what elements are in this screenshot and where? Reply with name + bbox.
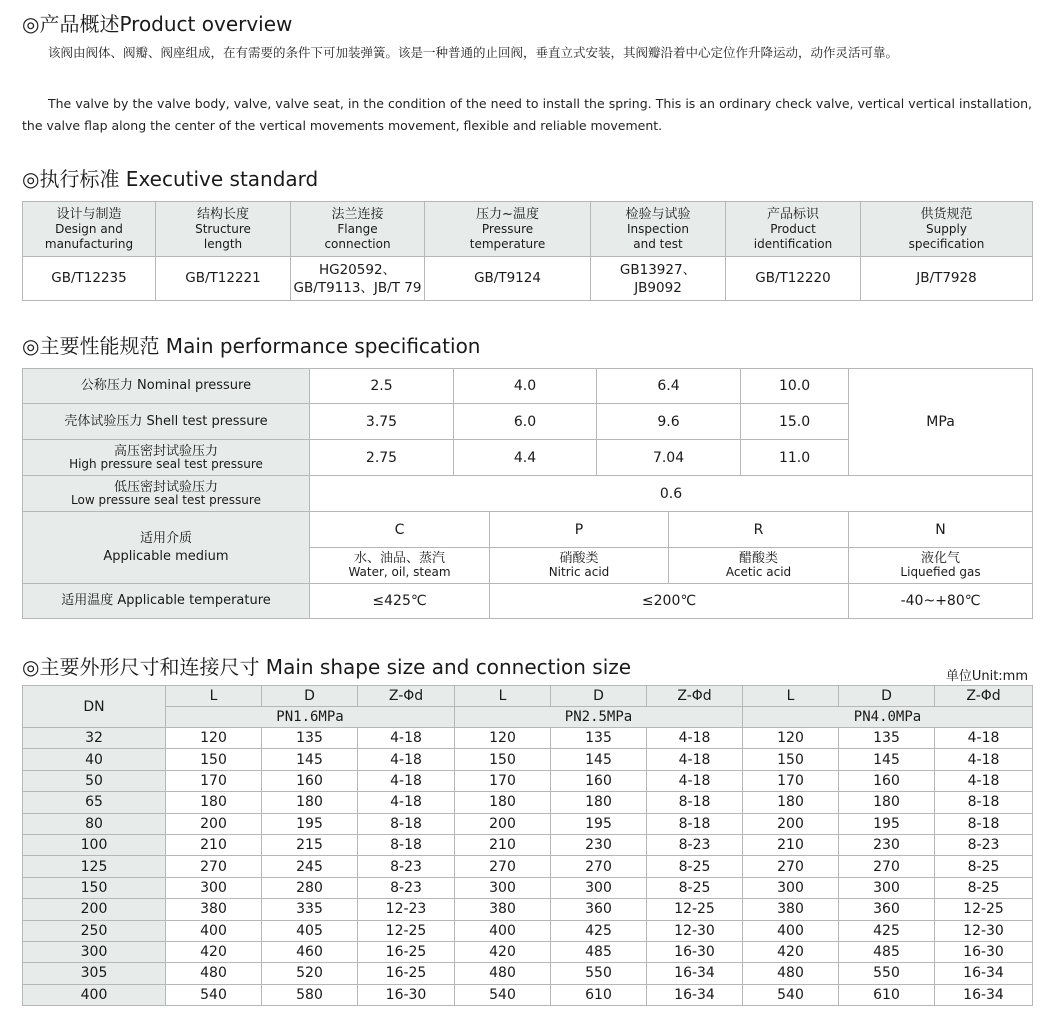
col-header: Z-Φd — [647, 686, 743, 707]
medium-code: N — [849, 512, 1033, 548]
table-cell: 540 — [455, 984, 551, 1005]
table-cell: 135 — [551, 728, 647, 749]
table-cell: 480 — [166, 963, 262, 984]
dn-cell: 32 — [23, 728, 166, 749]
standard-table — [22, 201, 1033, 301]
table-cell: 16-30 — [935, 941, 1033, 962]
table-cell: 16-34 — [935, 963, 1033, 984]
table-cell: 8-23 — [935, 834, 1033, 855]
dn-cell: 125 — [23, 856, 166, 877]
table-cell: 405 — [262, 920, 358, 941]
table-cell: 520 — [262, 963, 358, 984]
table-cell: 16-30 — [358, 984, 455, 1005]
table-row — [23, 749, 1033, 770]
table-row — [23, 899, 1033, 920]
table-cell: 4-18 — [358, 792, 455, 813]
dn-cell: 80 — [23, 813, 166, 834]
table-cell: 480 — [743, 963, 839, 984]
table-cell: 135 — [839, 728, 935, 749]
table-cell: 180 — [455, 792, 551, 813]
table-cell: 540 — [166, 984, 262, 1005]
medium-name: 水、油品、蒸汽 Water, oil, steam — [310, 548, 490, 584]
dn-cell: 200 — [23, 899, 166, 920]
col-header: D — [262, 686, 358, 707]
medium-label: 适用介质 Applicable medium — [23, 512, 310, 584]
table-cell: 300 — [839, 877, 935, 898]
table-cell: 170 — [455, 770, 551, 791]
table-cell: 400 — [455, 920, 551, 941]
col-header: D — [551, 686, 647, 707]
shell-pressure-value: 6.0 — [454, 404, 597, 440]
table-row — [23, 984, 1033, 1005]
table-cell: 120 — [455, 728, 551, 749]
dn-cell: 300 — [23, 941, 166, 962]
col-header: L — [743, 686, 839, 707]
table-cell: 8-18 — [935, 813, 1033, 834]
standard-value: GB/T12235 — [23, 257, 156, 301]
table-cell: 400 — [743, 920, 839, 941]
table-cell: 380 — [455, 899, 551, 920]
table-cell: 580 — [262, 984, 358, 1005]
table-cell: 195 — [551, 813, 647, 834]
table-cell: 360 — [551, 899, 647, 920]
table-row — [23, 963, 1033, 984]
high-pressure-value: 7.04 — [597, 440, 741, 476]
table-cell: 8-25 — [935, 856, 1033, 877]
table-cell: 145 — [839, 749, 935, 770]
table-cell: 360 — [839, 899, 935, 920]
table-cell: 16-34 — [647, 984, 743, 1005]
dn-cell: 40 — [23, 749, 166, 770]
temperature-value: ≤425℃ — [310, 584, 490, 619]
standard-value: JB/T7928 — [861, 257, 1033, 301]
table-cell: 170 — [166, 770, 262, 791]
table-cell: 485 — [551, 941, 647, 962]
table-cell: 215 — [262, 834, 358, 855]
table-cell: 150 — [455, 749, 551, 770]
pressure-unit: MPa — [849, 369, 1033, 476]
table-cell: 170 — [743, 770, 839, 791]
table-cell: 4-18 — [935, 749, 1033, 770]
table-cell: 8-25 — [647, 856, 743, 877]
table-cell: 300 — [166, 877, 262, 898]
table-cell: 120 — [743, 728, 839, 749]
table-cell: 16-34 — [935, 984, 1033, 1005]
standard-value: GB13927、 JB9092 — [591, 257, 726, 301]
table-cell: 160 — [839, 770, 935, 791]
table-cell: 4-18 — [647, 770, 743, 791]
table-cell: 8-25 — [647, 877, 743, 898]
table-cell: 210 — [743, 834, 839, 855]
table-cell: 200 — [166, 813, 262, 834]
table-row — [23, 792, 1033, 813]
nominal-pressure-value: 2.5 — [310, 369, 454, 404]
medium-code-row — [23, 512, 1033, 548]
table-cell: 230 — [551, 834, 647, 855]
low-pressure-row — [23, 476, 1033, 512]
table-cell: 180 — [839, 792, 935, 813]
high-pressure-label: 高压密封试验压力 High pressure seal test pressure — [23, 440, 310, 476]
table-cell: 420 — [743, 941, 839, 962]
table-cell: 550 — [551, 963, 647, 984]
nominal-pressure-label: 公称压力 Nominal pressure — [23, 369, 310, 404]
table-cell: 160 — [262, 770, 358, 791]
standard-header-row — [23, 202, 1033, 257]
medium-name: 醋酸类 Acetic acid — [669, 548, 849, 584]
table-cell: 335 — [262, 899, 358, 920]
pressure-group-header: PN2.5MPa — [455, 707, 743, 728]
table-cell: 12-25 — [935, 899, 1033, 920]
table-cell: 425 — [551, 920, 647, 941]
table-cell: 12-25 — [647, 899, 743, 920]
table-row — [23, 877, 1033, 898]
medium-code: P — [490, 512, 669, 548]
table-cell: 400 — [166, 920, 262, 941]
table-cell: 8-18 — [358, 813, 455, 834]
table-cell: 8-18 — [647, 792, 743, 813]
table-cell: 135 — [262, 728, 358, 749]
table-cell: 270 — [166, 856, 262, 877]
shell-pressure-label: 壳体试验压力 Shell test pressure — [23, 404, 310, 440]
table-cell: 180 — [743, 792, 839, 813]
medium-name: 硝酸类 Nitric acid — [490, 548, 669, 584]
table-cell: 420 — [166, 941, 262, 962]
dn-cell: 100 — [23, 834, 166, 855]
dimensions-title: ◎主要外形尺寸和连接尺寸 Main shape size and connection size — [22, 655, 632, 679]
standard-value: GB/T9124 — [425, 257, 591, 301]
table-cell: 4-18 — [647, 749, 743, 770]
pressure-group-header: PN1.6MPa — [166, 707, 455, 728]
table-row — [23, 728, 1033, 749]
table-cell: 200 — [743, 813, 839, 834]
low-pressure-label: 低压密封试验压力 Low pressure seal test pressure — [23, 476, 310, 512]
temperature-label: 适用温度 Applicable temperature — [23, 584, 310, 619]
standard-value: GB/T12221 — [156, 257, 291, 301]
overview-cn-text: 该阀由阀体、阀瓣、阀座组成，在有需要的条件下可加装弹簧。该是一种普通的止回阀，垂直立式安装，其阀瓣沿着中心定位作升降运动，动作灵活可靠。 — [48, 45, 899, 60]
shell-pressure-value: 15.0 — [741, 404, 849, 440]
table-cell: 210 — [166, 834, 262, 855]
dn-cell: 250 — [23, 920, 166, 941]
table-cell: 12-30 — [935, 920, 1033, 941]
pressure-group-header: PN4.0MPa — [743, 707, 1033, 728]
medium-name: 液化气 Liquefied gas — [849, 548, 1033, 584]
table-cell: 4-18 — [935, 728, 1033, 749]
standard-header: 压力~温度 Pressure temperature — [425, 202, 591, 257]
table-cell: 270 — [551, 856, 647, 877]
table-cell: 480 — [455, 963, 551, 984]
standard-header: 供货规范 Supply specification — [861, 202, 1033, 257]
table-cell: 4-18 — [647, 728, 743, 749]
table-cell: 12-23 — [358, 899, 455, 920]
table-cell: 245 — [262, 856, 358, 877]
table-cell: 160 — [551, 770, 647, 791]
col-header: Z-Φd — [358, 686, 455, 707]
table-cell: 300 — [743, 877, 839, 898]
table-row — [23, 813, 1033, 834]
table-row — [23, 770, 1033, 791]
table-cell: 8-18 — [358, 834, 455, 855]
high-pressure-value: 4.4 — [454, 440, 597, 476]
table-cell: 610 — [839, 984, 935, 1005]
dimensions-group-row — [23, 707, 1033, 728]
high-pressure-value: 2.75 — [310, 440, 454, 476]
dimensions-table — [22, 685, 1033, 1006]
col-header: L — [455, 686, 551, 707]
dn-cell: 150 — [23, 877, 166, 898]
table-cell: 550 — [839, 963, 935, 984]
shell-pressure-value: 3.75 — [310, 404, 454, 440]
table-cell: 380 — [166, 899, 262, 920]
table-cell: 195 — [262, 813, 358, 834]
table-row — [23, 941, 1033, 962]
table-cell: 4-18 — [935, 770, 1033, 791]
unit-label: 单位Unit:mm — [945, 669, 1028, 684]
standard-value-row — [23, 257, 1033, 301]
table-cell: 12-30 — [647, 920, 743, 941]
table-cell: 460 — [262, 941, 358, 962]
table-cell: 8-23 — [647, 834, 743, 855]
table-cell: 145 — [551, 749, 647, 770]
table-cell: 300 — [455, 877, 551, 898]
table-cell: 150 — [166, 749, 262, 770]
overview-en-text: The valve by the valve body, valve, valve seat, in the condition of the need to install the spring. This is an ordinary check valve, vertical vertical installation, the valve flap along the center of the vertical movements movement, flexible and reliable movement. — [22, 96, 1032, 133]
table-cell: 180 — [166, 792, 262, 813]
standard-value: GB/T12220 — [726, 257, 861, 301]
medium-code: R — [669, 512, 849, 548]
dn-cell: 400 — [23, 984, 166, 1005]
table-cell: 610 — [551, 984, 647, 1005]
nominal-pressure-value: 10.0 — [741, 369, 849, 404]
dimensions-header-row — [23, 686, 1033, 707]
dn-cell: 50 — [23, 770, 166, 791]
low-pressure-value: 0.6 — [310, 476, 1033, 512]
table-cell: 4-18 — [358, 728, 455, 749]
table-cell: 8-18 — [935, 792, 1033, 813]
table-cell: 16-30 — [647, 941, 743, 962]
table-cell: 230 — [839, 834, 935, 855]
standard-header: 结构长度 Structure length — [156, 202, 291, 257]
nominal-pressure-value: 4.0 — [454, 369, 597, 404]
table-cell: 270 — [839, 856, 935, 877]
col-header: Z-Φd — [935, 686, 1033, 707]
temperature-value: -40~+80℃ — [849, 584, 1033, 619]
shell-pressure-value: 9.6 — [597, 404, 741, 440]
table-row — [23, 920, 1033, 941]
overview-title: ◎产品概述Product overview — [22, 12, 293, 36]
table-cell: 8-23 — [358, 877, 455, 898]
standard-value: HG20592、 GB/T9113、JB/T 79 — [291, 257, 425, 301]
table-cell: 420 — [455, 941, 551, 962]
temperature-value: ≤200℃ — [490, 584, 849, 619]
standard-header: 检验与试验 Inspection and test — [591, 202, 726, 257]
table-cell: 4-18 — [358, 749, 455, 770]
overview-text-en — [22, 93, 1032, 137]
dn-cell: 305 — [23, 963, 166, 984]
temperature-row — [23, 584, 1033, 619]
table-cell: 8-23 — [358, 856, 455, 877]
table-cell: 180 — [551, 792, 647, 813]
table-cell: 180 — [262, 792, 358, 813]
table-cell: 4-18 — [358, 770, 455, 791]
table-cell: 425 — [839, 920, 935, 941]
dn-header: DN — [23, 686, 166, 728]
nominal-pressure-value: 6.4 — [597, 369, 741, 404]
table-cell: 300 — [551, 877, 647, 898]
table-cell: 16-34 — [647, 963, 743, 984]
table-cell: 270 — [455, 856, 551, 877]
table-cell: 200 — [455, 813, 551, 834]
table-cell: 16-25 — [358, 941, 455, 962]
medium-code: C — [310, 512, 490, 548]
table-cell: 16-25 — [358, 963, 455, 984]
standard-header: 设计与制造 Design and manufacturing — [23, 202, 156, 257]
table-cell: 195 — [839, 813, 935, 834]
overview-text-cn — [22, 42, 1032, 64]
table-cell: 150 — [743, 749, 839, 770]
table-cell: 8-18 — [647, 813, 743, 834]
table-cell: 540 — [743, 984, 839, 1005]
standard-header: 产品标识 Product identification — [726, 202, 861, 257]
standard-title: ◎执行标准 Executive standard — [22, 167, 319, 191]
dn-cell: 65 — [23, 792, 166, 813]
table-cell: 8-25 — [935, 877, 1033, 898]
table-cell: 145 — [262, 749, 358, 770]
standard-header: 法兰连接 Flange connection — [291, 202, 425, 257]
table-cell: 120 — [166, 728, 262, 749]
high-pressure-value: 11.0 — [741, 440, 849, 476]
nominal-pressure-row — [23, 369, 1033, 404]
table-cell: 485 — [839, 941, 935, 962]
performance-table — [22, 368, 1033, 619]
table-cell: 380 — [743, 899, 839, 920]
performance-title: ◎主要性能规范 Main performance specification — [22, 334, 481, 358]
col-header: L — [166, 686, 262, 707]
table-row — [23, 834, 1033, 855]
table-cell: 12-25 — [358, 920, 455, 941]
col-header: D — [839, 686, 935, 707]
table-row — [23, 856, 1033, 877]
table-cell: 210 — [455, 834, 551, 855]
table-cell: 270 — [743, 856, 839, 877]
table-cell: 280 — [262, 877, 358, 898]
